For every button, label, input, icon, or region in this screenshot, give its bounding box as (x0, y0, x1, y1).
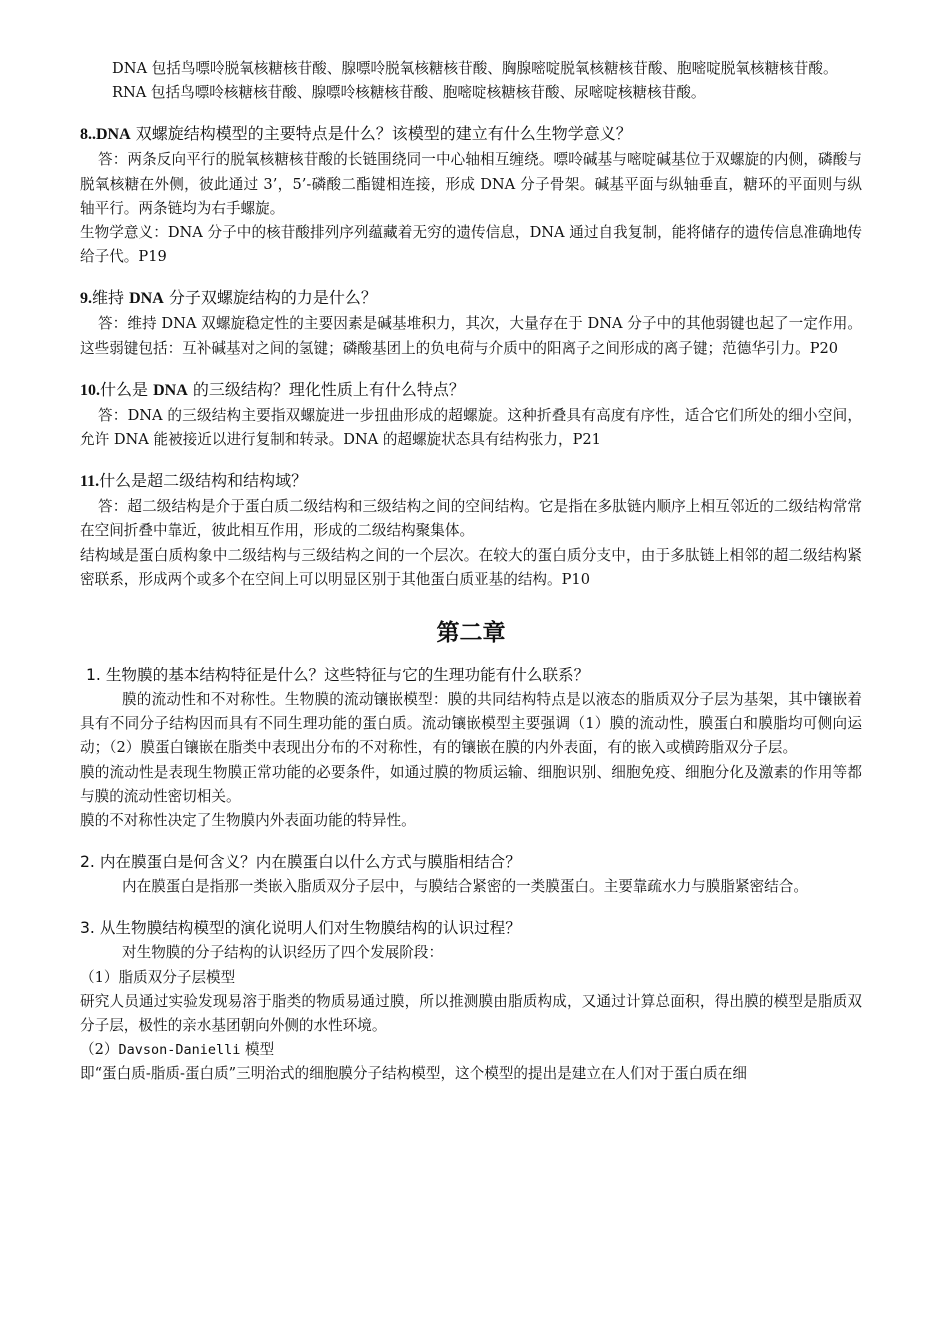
stage-2-suffix: 模型 (240, 1041, 275, 1059)
ch2-question-3-stage-1: （1）脂质双分子层模型 (80, 968, 236, 986)
question-8-text: 双螺旋结构模型的主要特点是什么？该模型的建立有什么生物学意义？ (130, 124, 632, 144)
question-10-text-a: 什么是 (100, 379, 154, 399)
ch2-question-1-answer: 膜的流动性和不对称性。生物膜的流动镶嵌模型：膜的共同结构特点是以液态的脂质双分子层为基架，其中镶嵌着具有不同分子结构因而具有不同生理功能的蛋白质。流动镶嵌模型主要强调（1）膜的流动性，膜蛋白和膜脂均可侧向运动；（2）膜蛋白镶嵌在脂类中表现出分布的不对称性，有的镶嵌在膜的内外表面，有的嵌入或横跨脂双分子层。 (80, 691, 862, 757)
question-8-number: 8..DNA (80, 126, 131, 144)
question-11-text: 什么是超二级结构和结构域？ (99, 471, 308, 491)
ch2-question-2-title: 2. 内在膜蛋白是何含义？内在膜蛋白以什么方式与膜脂相结合？ (80, 853, 521, 872)
stage-2-model-name: Davson-Danielli (118, 1042, 241, 1059)
question-11-title (80, 468, 862, 495)
question-8-title (80, 121, 862, 148)
question-9-number: 9. (80, 290, 92, 308)
question-9-text-bold: DNA (129, 290, 164, 308)
question-8-significance: 生物学意义：DNA 分子中的核苷酸排列序列蕴藏着无穷的遗传信息，DNA 通过自我复制，能将储存的遗传信息准确地传给子代。P19 (80, 224, 862, 266)
ch2-question-3-intro: 对生物膜的分子结构的认识经历了四个发展阶段： (122, 944, 444, 962)
question-10-title (80, 377, 862, 404)
question-9-text-b: 分子双螺旋结构的力是什么？ (163, 288, 377, 308)
question-9-title (80, 285, 862, 312)
question-10-number: 10. (80, 381, 100, 399)
question-8-answer: 答：两条反向平行的脱氧核糖核苷酸的长链围绕同一中心轴相互缠绕。嘌呤碱基与嘧啶碱基位于双螺旋的内侧，磷酸与脱氧核糖在外侧，彼此通过 3’，5’-磷酸二酯键相连接，形成 DNA 分子骨架。碱基平面与纵轴垂直，糖环的平面则与纵轴平行。两条链均为右手螺旋。 (80, 151, 862, 217)
stage-2-prefix: （2） (80, 1041, 119, 1059)
ch2-question-3-stage-2 (80, 1038, 862, 1062)
question-9-answer: 答：维持 DNA 双螺旋稳定性的主要因素是碱基堆积力，其次，大量存在于 DNA 分子中的其他弱键也起了一定作用。这些弱键包括：互补碱基对之间的氢键；磷酸基团上的负电荷与介质中的阳离子之间形成的离子键；范德华引力。P20 (80, 315, 862, 357)
dna-components-paragraph: DNA 包括鸟嘌呤脱氧核糖核苷酸、腺嘌呤脱氧核糖核苷酸、胸腺嘧啶脱氧核糖核苷酸、胞嘧啶脱氧核糖核苷酸。 (112, 60, 838, 77)
chapter-2-section (80, 662, 862, 1087)
question-11-answer: 答：超二级结构是介于蛋白质二级结构和三级结构之间的空间结构。它是指在多肽链内顺序上相互邻近的二级结构常常在空间折叠中靠近，彼此相互作用，形成的二级结构聚集体。 (80, 498, 862, 540)
document-page (80, 57, 862, 1087)
ch2-question-1-asymmetry: 膜的不对称性决定了生物膜内外表面功能的特异性。 (80, 812, 416, 830)
ch2-question-1-title: 1. 生物膜的基本结构特征是什么？这些特征与它的生理功能有什么联系？ (86, 666, 590, 685)
ch2-question-3-stage-2-text: 即“蛋白质-脂质-蛋白质”三明治式的细胞膜分子结构模型，这个模型的提出是建立在人们对于蛋白质在细 (80, 1065, 747, 1083)
question-9-text-a: 维持 (92, 288, 130, 308)
ch2-question-2-answer: 内在膜蛋白是指那一类嵌入脂质双分子层中，与膜结合紧密的一类膜蛋白。主要靠疏水力与膜脂紧密结合。 (122, 878, 808, 896)
question-11-domain-definition: 结构域是蛋白质构象中二级结构与三级结构之间的一个层次。在较大的蛋白质分支中，由于多肽链上相邻的超二级结构紧密联系，形成两个或多个在空间上可以明显区别于其他蛋白质亚基的结构。P10 (80, 546, 862, 588)
question-10-text-bold: DNA (153, 381, 188, 399)
rna-components-paragraph: RNA 包括鸟嘌呤核糖核苷酸、腺嘌呤核糖核苷酸、胞嘧啶核糖核苷酸、尿嘧啶核糖核苷酸。 (112, 84, 706, 102)
ch2-question-1-fluidity: 膜的流动性是表现生物膜正常功能的必要条件，如通过膜的物质运输、细胞识别、细胞免疫、细胞分化及激素的作用等都与膜的流动性密切相关。 (80, 763, 862, 805)
ch2-question-3-stage-1-text: 研究人员通过实验发现易溶于脂类的物质易通过膜，所以推测膜由脂质构成，又通过计算总面积，得出膜的模型是脂质双分子层，极性的亲水基团朝向外侧的水性环境。 (80, 992, 862, 1035)
question-10-answer: 答：DNA 的三级结构主要指双螺旋进一步扭曲形成的超螺旋。这种折叠具有高度有序性，适合它们所处的细小空间，允许 DNA 能被接近以进行复制和转录。DNA 的超螺旋状态具有结构张力，P21 (80, 406, 862, 449)
ch2-question-3-title: 3. 从生物膜结构模型的演化说明人们对生物膜结构的认识过程？ (80, 919, 521, 938)
chapter-2-heading: 第二章 (436, 620, 506, 647)
question-10-text-b: 的三级结构？理化性质上有什么特点？ (187, 379, 465, 399)
question-11-number: 11. (80, 473, 100, 491)
